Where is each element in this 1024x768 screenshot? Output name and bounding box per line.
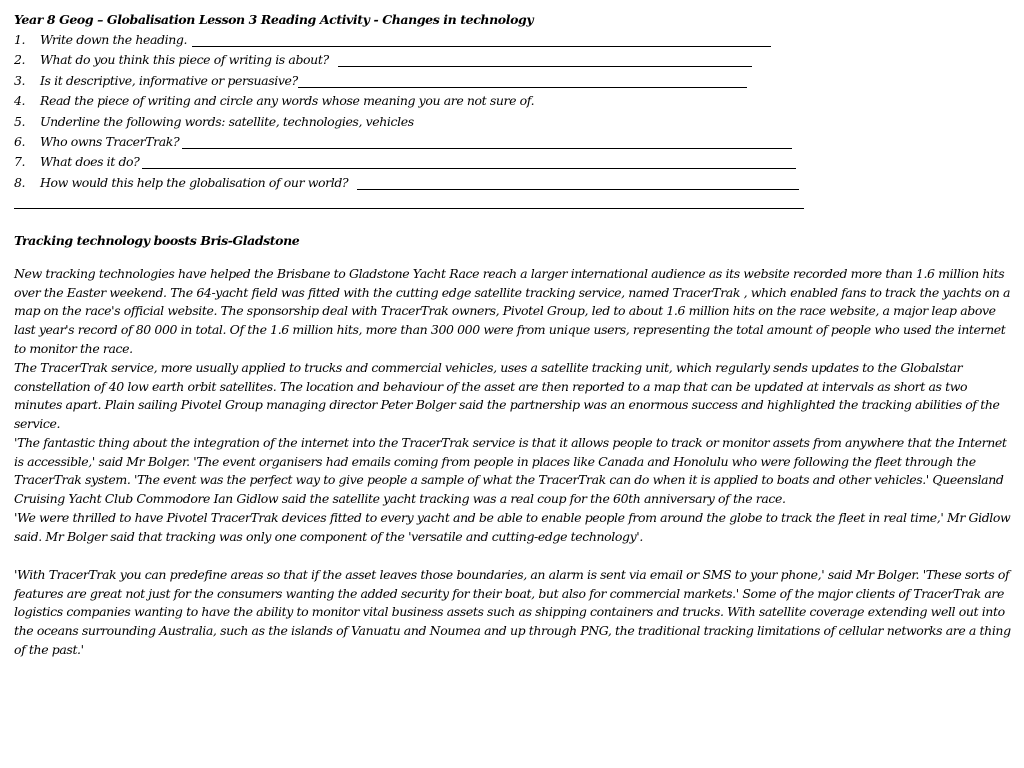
question-6	[14, 133, 1014, 153]
question-text: What do you think this piece of writing is about?	[40, 52, 329, 68]
article-heading: Tracking technology boosts Bris-Gladstone	[14, 233, 300, 248]
worksheet-title: Year 8 Geog – Globalisation Lesson 3 Reading Activity - Changes in technology	[14, 12, 534, 27]
article-paragraph-4: 'We were thrilled to have Pivotel TracerTrak devices fitted to every yacht and be able to enable people from around the globe to track the fleet in real time,' Mr Gidlow said. Mr Bolger said that tracking was only one component of the 'versatile and cutting-edge technology'.	[14, 510, 1011, 544]
worksheet-page	[14, 11, 1014, 657]
answer-line	[142, 168, 796, 169]
question-4	[14, 92, 1014, 112]
article-paragraph-2: The TracerTrak service, more usually applied to trucks and commercial vehicles, uses a satellite tracking unit, which regularly sends updates to the Globalstar constellation of 40 low earth orbit satellites. The location and behaviour of the asset are then reported to a map that can be updated at intervals as short as two minutes apart. Plain sailing Pivotel Group managing director Peter Bolger said the partnership was an enormous success and highlighted the tracking abilities of the service.	[14, 360, 1000, 432]
question-8	[14, 174, 1014, 194]
question-2	[14, 51, 1014, 71]
question-number: 3.	[14, 72, 26, 88]
question-list	[14, 31, 1014, 194]
question-3	[14, 72, 1014, 92]
question-number: 5.	[14, 113, 26, 129]
answer-line	[338, 66, 752, 67]
question-number: 1.	[14, 32, 26, 47]
article-paragraph-5: 'With TracerTrak you can predefine areas so that if the asset leaves those boundaries, an alarm is sent via email or SMS to your phone,' said Mr Bolger. 'These sorts of features are great not just for the consumers wanting the added security for their boat, but also for commercial markets.' Some of the major clients of TracerTrak are logistics companies wanting to have the ability to monitor vital business assets such as shipping containers and trucks. With satellite coverage extending well out into the oceans surrounding Australia, such as the islands of Vanuatu and Noumea and up through PNG, the traditional tracking limitations of cellular networks are a thing of the past.'	[14, 567, 1011, 657]
question-text: Read the piece of writing and circle any words whose meaning you are not sure of.	[40, 93, 535, 109]
article-paragraph-1: New tracking technologies have helped the Brisbane to Gladstone Yacht Race reach a larger international audience as its website recorded more than 1.6 million hits over the Easter weekend. The 64-yacht field was fitted with the cutting edge satellite tracking service, named TracerTrak , which enabled fans to track the yachts on a map on the race's official website. The sponsorship deal with TracerTrak owners, Pivotel Group, led to about 1.6 million hits on the race website, a major leap above last year's record of 80 000 in total. Of the 1.6 million hits, more than 300 000 were from unique users, representing the total amount of people who used the internet to monitor the race.	[14, 266, 1011, 356]
answer-line	[357, 189, 799, 190]
question-5	[14, 113, 1014, 133]
question-number: 4.	[14, 93, 26, 109]
question-number: 7.	[14, 154, 26, 170]
question-text: How would this help the globalisation of our world?	[40, 174, 349, 190]
question-text: What does it do?	[40, 154, 140, 170]
question-1	[14, 31, 1014, 51]
answer-line	[192, 46, 771, 47]
full-width-answer-line	[14, 208, 804, 209]
question-7	[14, 153, 1014, 173]
question-number: 8.	[14, 174, 26, 190]
question-text: Underline the following words: satellite, technologies, vehicles	[40, 113, 414, 129]
question-text: Write down the heading.	[40, 32, 188, 47]
answer-line	[298, 87, 747, 88]
answer-line	[182, 148, 792, 149]
question-text: Is it descriptive, informative or persuasive?	[40, 72, 298, 88]
question-number: 2.	[14, 52, 26, 68]
article-paragraph-3: 'The fantastic thing about the integration of the internet into the TracerTrak service is that it allows people to track or monitor assets from anywhere that the Internet is accessible,' said Mr Bolger. 'The event organisers had emails coming from people in places like Canada and Honolulu who were following the fleet through the TracerTrak system. 'The event was the perfect way to give people a sample of what the TracerTrak can do when it is applied to boats and other vehicles.' Queensland Cruising Yacht Club Commodore Ian Gidlow said the satellite yacht tracking was a real coup for the 60th anniversary of the race.	[14, 435, 1007, 507]
question-text: Who owns TracerTrak?	[40, 133, 180, 149]
question-number: 6.	[14, 133, 26, 149]
